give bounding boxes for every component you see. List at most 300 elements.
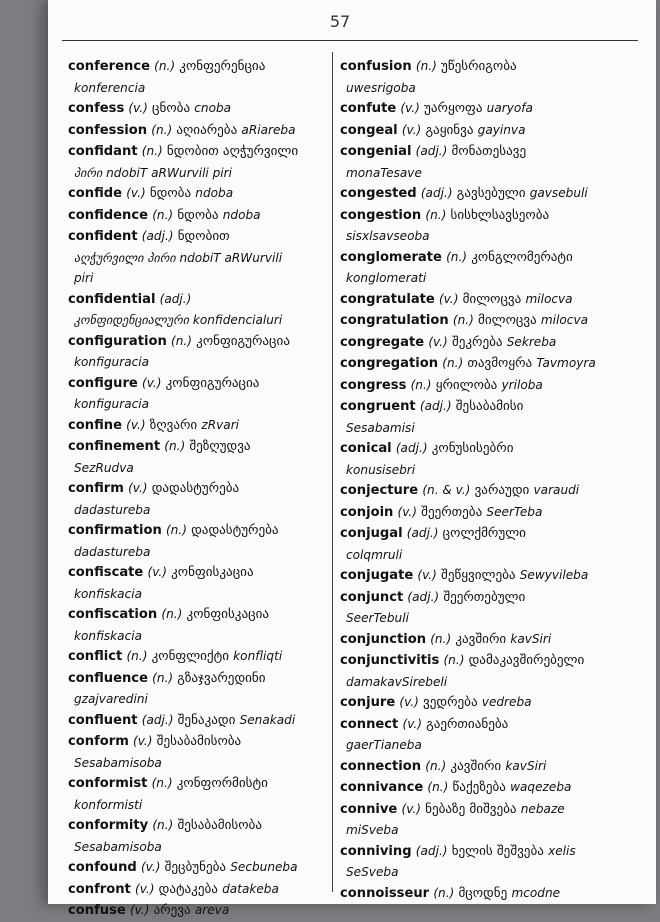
- entry-main-line: [68, 141, 332, 163]
- entry-headword: conjoin: [340, 504, 394, 520]
- dictionary-entry: [68, 646, 332, 668]
- entry-headword: conform: [68, 734, 129, 749]
- entry-georgian: ნდობით: [177, 229, 230, 244]
- entry-georgian: მცოდნე: [458, 885, 508, 901]
- entry-georgian: კონფორმისტი: [176, 776, 268, 791]
- entry-headword: confession: [68, 122, 148, 138]
- entry-transliteration: nebaze: [520, 801, 565, 816]
- entry-transliteration: ndoba: [222, 207, 261, 222]
- entry-georgian: შეკრება: [451, 334, 503, 350]
- entry-georgian: მილოცვა: [462, 291, 522, 307]
- entry-transliteration: gavsebuli: [529, 186, 588, 200]
- entry-headword: conglomerate: [340, 249, 442, 265]
- entry-part-of-speech: (n.): [171, 333, 192, 348]
- dictionary-entry: [68, 141, 332, 183]
- entry-main-line: [68, 815, 332, 837]
- entry-main-line: [340, 438, 604, 460]
- entry-part-of-speech: (n.): [410, 377, 432, 392]
- entry-main-line: [68, 183, 332, 205]
- entry-main-line: [340, 98, 604, 120]
- entry-headword: confiscate: [68, 565, 144, 580]
- entry-transliteration: areva: [194, 903, 230, 917]
- dictionary-entry: [340, 502, 604, 524]
- dictionary-entry: [68, 373, 332, 415]
- dictionary-entry: [340, 756, 604, 778]
- entry-transliteration: cnoba: [194, 101, 232, 115]
- entry-headword: confidence: [68, 207, 149, 223]
- entry-main-line: [340, 587, 604, 609]
- entry-part-of-speech: (v.): [134, 881, 155, 896]
- entry-transliteration: kavSiri: [510, 631, 552, 646]
- entry-headword: confide: [68, 186, 123, 201]
- dictionary-entry: [340, 205, 604, 247]
- entry-headword: confident: [68, 229, 138, 244]
- entry-main-line: [68, 436, 332, 458]
- entry-georgian: კონფერენცია: [179, 59, 266, 74]
- dictionary-entry: [68, 710, 332, 732]
- entry-main-line: [340, 777, 604, 799]
- entry-main-line: [340, 692, 604, 714]
- entry-georgian: არევა: [153, 903, 191, 918]
- dictionary-entry: [340, 247, 604, 289]
- entry-headword: congregate: [340, 334, 425, 350]
- right-column: [340, 56, 604, 904]
- dictionary-page: [48, 0, 656, 918]
- entry-headword: confidential: [68, 291, 156, 307]
- entry-main-line: [68, 604, 332, 626]
- entry-headword: confuse: [68, 903, 126, 918]
- entry-georgian: კონგლომერატი: [471, 249, 573, 265]
- entry-part-of-speech: (adj.): [407, 589, 440, 604]
- entry-part-of-speech: (v.): [402, 716, 422, 731]
- entry-part-of-speech: (adj.): [415, 843, 448, 858]
- entry-transliteration: konfliqti: [233, 649, 283, 663]
- entry-headword: connection: [340, 758, 422, 774]
- entry-part-of-speech: (adj.): [141, 712, 174, 727]
- entry-georgian: ცოლქმრული: [442, 526, 526, 541]
- entry-transliteration: kavSiri: [505, 758, 547, 773]
- dictionary-entry: [340, 375, 604, 397]
- entry-part-of-speech: (v.): [417, 568, 437, 582]
- entry-main-line: [340, 714, 604, 736]
- entry-continuation: konfiguracia: [74, 355, 150, 369]
- entry-headword: congeal: [340, 122, 398, 138]
- entry-part-of-speech: (v.): [142, 375, 162, 390]
- entry-georgian: წაქეზება: [452, 780, 506, 795]
- entry-georgian: მილოცვა: [478, 313, 537, 328]
- entry-continuation: konferencia: [74, 80, 146, 95]
- entry-transliteration: gayinva: [477, 122, 526, 137]
- entry-part-of-speech: (n.): [152, 207, 174, 222]
- entry-headword: conjunct: [340, 589, 404, 605]
- entry-part-of-speech: (n.): [446, 249, 468, 264]
- entry-main-line: [68, 98, 332, 120]
- entry-continuation: dadastureba: [74, 502, 151, 517]
- entry-main-line: [68, 773, 332, 795]
- entry-headword: configure: [68, 375, 138, 391]
- entry-headword: connect: [340, 716, 399, 732]
- entry-main-line: [68, 120, 332, 142]
- entry-headword: conical: [340, 441, 392, 456]
- dictionary-entry: [340, 841, 604, 883]
- entry-georgian: დამაკავშირებელი: [468, 653, 585, 668]
- entry-part-of-speech: (n.): [165, 523, 187, 537]
- entry-transliteration: Sekreba: [506, 334, 557, 349]
- entry-headword: conjure: [340, 695, 396, 710]
- entry-headword: confluent: [68, 712, 138, 728]
- dictionary-entry: [68, 183, 332, 205]
- entry-main-line: [340, 205, 604, 227]
- entry-continuation: Sesabamisoba: [74, 755, 162, 770]
- entry-part-of-speech: (adj.): [420, 186, 453, 200]
- entry-main-line: [68, 226, 332, 248]
- dictionary-entry: [68, 857, 332, 879]
- entry-continuation: konformisti: [74, 797, 143, 812]
- entry-main-line: [340, 375, 604, 397]
- entry-transliteration: milocva: [540, 313, 589, 327]
- entry-continuation: konglomerati: [346, 271, 427, 285]
- entry-part-of-speech: (v.): [428, 334, 448, 349]
- entry-continuation: gaerTianeba: [346, 738, 422, 752]
- dictionary-entry: [340, 396, 604, 438]
- entry-transliteration: Senakadi: [239, 712, 296, 727]
- entry-part-of-speech: (v.): [401, 122, 422, 137]
- entry-main-line: [68, 710, 332, 732]
- dictionary-entry: [68, 436, 332, 478]
- entry-georgian: აღიარება: [176, 122, 238, 138]
- entry-georgian: მონათესავე: [451, 144, 527, 159]
- entry-part-of-speech: (n.): [151, 776, 173, 790]
- entry-part-of-speech: (n.): [141, 144, 163, 158]
- dictionary-entry: [68, 56, 332, 98]
- entry-georgian: უწესრიგობა: [441, 59, 517, 74]
- entry-headword: conjunctivitis: [340, 653, 440, 668]
- entry-continuation: SeSveba: [346, 865, 399, 879]
- entry-main-line: [68, 478, 332, 500]
- entry-part-of-speech: (v.): [133, 734, 153, 748]
- dictionary-entry: [68, 604, 332, 646]
- entry-main-line: [340, 310, 604, 332]
- entry-georgian: შეერთებული: [443, 589, 526, 605]
- entry-headword: confute: [340, 101, 397, 116]
- entry-part-of-speech: (adj.): [159, 291, 192, 306]
- entry-georgian: უარყოფა: [424, 101, 483, 116]
- entry-headword: conformist: [68, 776, 148, 791]
- entry-main-line: [340, 289, 604, 311]
- entry-main-line: [68, 668, 332, 690]
- entry-continuation: piri: [74, 271, 94, 285]
- dictionary-entry: [340, 883, 604, 905]
- entry-part-of-speech: (adj.): [406, 526, 439, 540]
- entry-continuation: აღჭურვილი პირი ndobiT aRWurvili: [74, 250, 283, 265]
- entry-main-line: [340, 141, 604, 163]
- dictionary-entry: [68, 478, 332, 520]
- entry-headword: configuration: [68, 333, 167, 349]
- entry-main-line: [68, 857, 332, 879]
- entry-main-line: [340, 56, 604, 78]
- entry-continuation: Sesabamisoba: [74, 839, 162, 854]
- dictionary-entry: [340, 183, 604, 205]
- dictionary-entry: [68, 120, 332, 142]
- entry-part-of-speech: (n.): [152, 818, 174, 832]
- entry-georgian: შენაკადი: [177, 712, 236, 728]
- entry-headword: connivance: [340, 780, 424, 795]
- entry-main-line: [340, 841, 604, 863]
- entry-continuation: dadastureba: [74, 544, 151, 559]
- entry-continuation: SeerTebuli: [346, 611, 409, 625]
- entry-continuation: uwesrigoba: [346, 80, 416, 95]
- entry-headword: confirm: [68, 481, 124, 496]
- left-column: [68, 56, 332, 922]
- entry-continuation: კონფიდენციალური konfidencialuri: [74, 313, 283, 327]
- entry-part-of-speech: (adj.): [141, 229, 174, 243]
- entry-main-line: [68, 879, 332, 901]
- entry-part-of-speech: (n.): [415, 59, 437, 73]
- dictionary-entry: [340, 777, 604, 799]
- entry-main-line: [68, 731, 332, 753]
- entry-part-of-speech: (n.): [126, 649, 148, 663]
- entry-georgian: ნდობით აღჭურვილი: [166, 144, 299, 159]
- entry-main-line: [340, 247, 604, 269]
- entry-headword: confinement: [68, 439, 161, 454]
- entry-main-line: [68, 373, 332, 395]
- entry-continuation: SezRudva: [74, 460, 134, 475]
- entry-transliteration: milocva: [525, 291, 573, 306]
- dictionary-entry: [340, 141, 604, 183]
- entry-main-line: [68, 520, 332, 542]
- entry-part-of-speech: (n.): [151, 122, 173, 137]
- entry-headword: confirmation: [68, 523, 162, 538]
- entry-main-line: [340, 756, 604, 778]
- dictionary-entry: [340, 310, 604, 332]
- entry-headword: confront: [68, 881, 131, 897]
- entry-part-of-speech: (v.): [400, 101, 420, 115]
- entry-main-line: [340, 332, 604, 354]
- dictionary-entry: [340, 98, 604, 120]
- entry-georgian: კავშირი: [455, 631, 507, 647]
- entry-georgian: შეწყვილება: [441, 568, 516, 583]
- entry-georgian: სისხლსავსეობა: [450, 207, 550, 223]
- entry-georgian: კონფისკაცია: [186, 607, 270, 622]
- dictionary-entry: [340, 480, 604, 502]
- entry-headword: congestion: [340, 207, 422, 223]
- dictionary-entry: [68, 815, 332, 857]
- entry-headword: confine: [68, 417, 122, 433]
- dictionary-entry: [340, 523, 604, 565]
- entry-part-of-speech: (adj.): [395, 441, 428, 455]
- entry-georgian: ცნობა: [152, 101, 191, 116]
- dictionary-entry: [340, 56, 604, 98]
- entry-main-line: [340, 480, 604, 502]
- entry-headword: confusion: [340, 59, 412, 74]
- entry-part-of-speech: (v.): [126, 186, 146, 200]
- entry-main-line: [340, 120, 604, 142]
- entry-georgian: გზაჯვარედინი: [177, 670, 266, 686]
- entry-part-of-speech: (v.): [401, 801, 421, 816]
- entry-transliteration: Tavmoyra: [536, 356, 596, 370]
- entry-headword: congratulate: [340, 291, 435, 307]
- entry-continuation: konusisebri: [346, 462, 416, 477]
- dictionary-entry: [340, 629, 604, 651]
- dictionary-entry: [340, 438, 604, 480]
- entry-continuation: damakavSirebeli: [346, 674, 448, 689]
- entry-headword: conjunction: [340, 631, 427, 647]
- entry-georgian: გაერთიანება: [426, 716, 509, 732]
- entry-part-of-speech: (v.): [140, 860, 161, 874]
- dictionary-entry: [340, 565, 604, 587]
- entry-headword: conference: [68, 59, 150, 74]
- entry-main-line: [340, 883, 604, 905]
- entry-headword: confound: [68, 860, 137, 875]
- entry-part-of-speech: (v.): [399, 695, 419, 709]
- entry-georgian: კონფლიქტი: [151, 649, 229, 664]
- entry-main-line: [68, 562, 332, 584]
- entry-transliteration: varaudi: [533, 483, 580, 497]
- entry-continuation: konfiguracia: [74, 397, 150, 411]
- entry-main-line: [340, 502, 604, 524]
- entry-headword: connive: [340, 801, 398, 817]
- entry-part-of-speech: (v.): [128, 481, 148, 495]
- entry-transliteration: ndoba: [195, 186, 234, 200]
- entry-main-line: [340, 183, 604, 205]
- entry-main-line: [340, 650, 604, 672]
- entry-part-of-speech: (n.): [452, 313, 474, 327]
- dictionary-entry: [68, 289, 332, 331]
- entry-headword: conniving: [340, 843, 412, 859]
- header-rule: [62, 40, 638, 41]
- entry-transliteration: vedreba: [481, 695, 532, 709]
- entry-main-line: [68, 331, 332, 353]
- entry-part-of-speech: (adj.): [419, 399, 452, 413]
- entry-georgian: ხელის შეშვება: [451, 843, 544, 859]
- dictionary-entry: [68, 668, 332, 710]
- entry-headword: conjugal: [340, 526, 403, 541]
- entry-headword: congested: [340, 186, 417, 201]
- entry-georgian: ნდობა: [177, 207, 219, 223]
- entry-continuation: konfiskacia: [74, 628, 143, 643]
- entry-georgian: შეცბუნება: [164, 860, 227, 875]
- entry-georgian: ზღვარი: [149, 417, 198, 433]
- entry-georgian: ვარაუდი: [474, 483, 530, 498]
- entry-transliteration: waqezeba: [510, 780, 572, 794]
- entry-part-of-speech: (n.): [442, 356, 464, 370]
- entry-part-of-speech: (n.): [152, 670, 174, 685]
- dictionary-entry: [340, 332, 604, 354]
- entry-part-of-speech: (v.): [128, 101, 148, 115]
- entry-part-of-speech: (v.): [438, 291, 459, 306]
- entry-part-of-speech: (n.): [425, 758, 447, 773]
- entry-continuation: miSveba: [346, 823, 399, 837]
- entry-georgian: შეზღუდვა: [189, 439, 251, 454]
- entry-georgian: კონფიგურაცია: [165, 375, 260, 391]
- dictionary-entry: [340, 650, 604, 692]
- entry-part-of-speech: (n.): [425, 207, 447, 222]
- entry-part-of-speech: (n. & v.): [422, 483, 471, 497]
- dictionary-entry: [340, 120, 604, 142]
- entry-main-line: [340, 396, 604, 418]
- entry-georgian: დადასტურება: [151, 481, 240, 496]
- entry-transliteration: SeerTeba: [486, 504, 543, 519]
- entry-main-line: [340, 353, 604, 375]
- entry-transliteration: mcodne: [511, 885, 561, 900]
- entry-georgian: თავმოყრა: [467, 356, 533, 371]
- entry-georgian: კონფისკაცია: [171, 565, 254, 580]
- entry-part-of-speech: (v.): [147, 565, 167, 579]
- entry-main-line: [68, 205, 332, 227]
- dictionary-entry: [68, 731, 332, 773]
- entry-part-of-speech: (n.): [443, 653, 465, 667]
- dictionary-entry: [340, 587, 604, 629]
- entry-part-of-speech: (v.): [129, 903, 150, 917]
- entry-georgian: კონფიგურაცია: [196, 333, 290, 349]
- dictionary-entry: [68, 98, 332, 120]
- entry-part-of-speech: (n.): [154, 59, 176, 73]
- entry-continuation: monaTesave: [346, 165, 422, 180]
- entry-main-line: [340, 629, 604, 651]
- entry-georgian: კავშირი: [450, 758, 502, 774]
- dictionary-entry: [68, 205, 332, 227]
- entry-headword: congregation: [340, 356, 439, 371]
- dictionary-entry: [68, 331, 332, 373]
- entry-part-of-speech: (n.): [430, 631, 452, 646]
- entry-continuation: colqmruli: [346, 547, 403, 562]
- entry-part-of-speech: (n.): [433, 885, 455, 900]
- entry-main-line: [68, 289, 332, 311]
- dictionary-entry: [340, 714, 604, 756]
- entry-georgian: შეერთება: [421, 504, 483, 520]
- entry-transliteration: aRiareba: [241, 122, 296, 137]
- dictionary-entry: [340, 353, 604, 375]
- entry-transliteration: Secbuneba: [230, 860, 298, 874]
- entry-headword: congress: [340, 377, 407, 393]
- entry-transliteration: Sewyvileba: [519, 568, 589, 582]
- entry-headword: conjugate: [340, 568, 414, 583]
- entry-transliteration: xelis: [548, 843, 576, 858]
- entry-headword: congenial: [340, 144, 412, 159]
- entry-main-line: [340, 799, 604, 821]
- dictionary-entry: [340, 289, 604, 311]
- entry-main-line: [340, 523, 604, 545]
- entry-georgian: გაყინვა: [425, 122, 474, 138]
- page-number: 57: [329, 12, 351, 31]
- entry-transliteration: uaryofa: [486, 101, 533, 115]
- entry-headword: confess: [68, 101, 125, 116]
- entry-headword: congruent: [340, 399, 416, 414]
- dictionary-entry: [68, 900, 332, 922]
- entry-part-of-speech: (v.): [126, 417, 146, 432]
- entry-part-of-speech: (adj.): [415, 144, 448, 158]
- entry-georgian: ყრილობა: [435, 377, 498, 393]
- entry-continuation: პირი ndobiT aRWurvili piri: [74, 165, 232, 180]
- entry-headword: connoisseur: [340, 885, 430, 901]
- entry-georgian: გავსებული: [456, 186, 526, 201]
- dictionary-entry: [68, 226, 332, 289]
- entry-main-line: [68, 646, 332, 668]
- column-divider: [332, 52, 333, 892]
- entry-georgian: შესაბამისი: [455, 399, 524, 414]
- dictionary-entry: [68, 562, 332, 604]
- entry-main-line: [68, 56, 332, 78]
- entry-part-of-speech: (n.): [164, 439, 186, 453]
- entry-headword: confluence: [68, 670, 148, 686]
- entry-transliteration: zRvari: [201, 417, 240, 432]
- entry-part-of-speech: (v.): [397, 504, 417, 519]
- dictionary-entry: [68, 773, 332, 815]
- entry-transliteration: yriloba: [501, 377, 543, 392]
- entry-headword: congratulation: [340, 313, 449, 328]
- entry-georgian: ვედრება: [423, 695, 478, 710]
- entry-continuation: konfiskacia: [74, 586, 143, 601]
